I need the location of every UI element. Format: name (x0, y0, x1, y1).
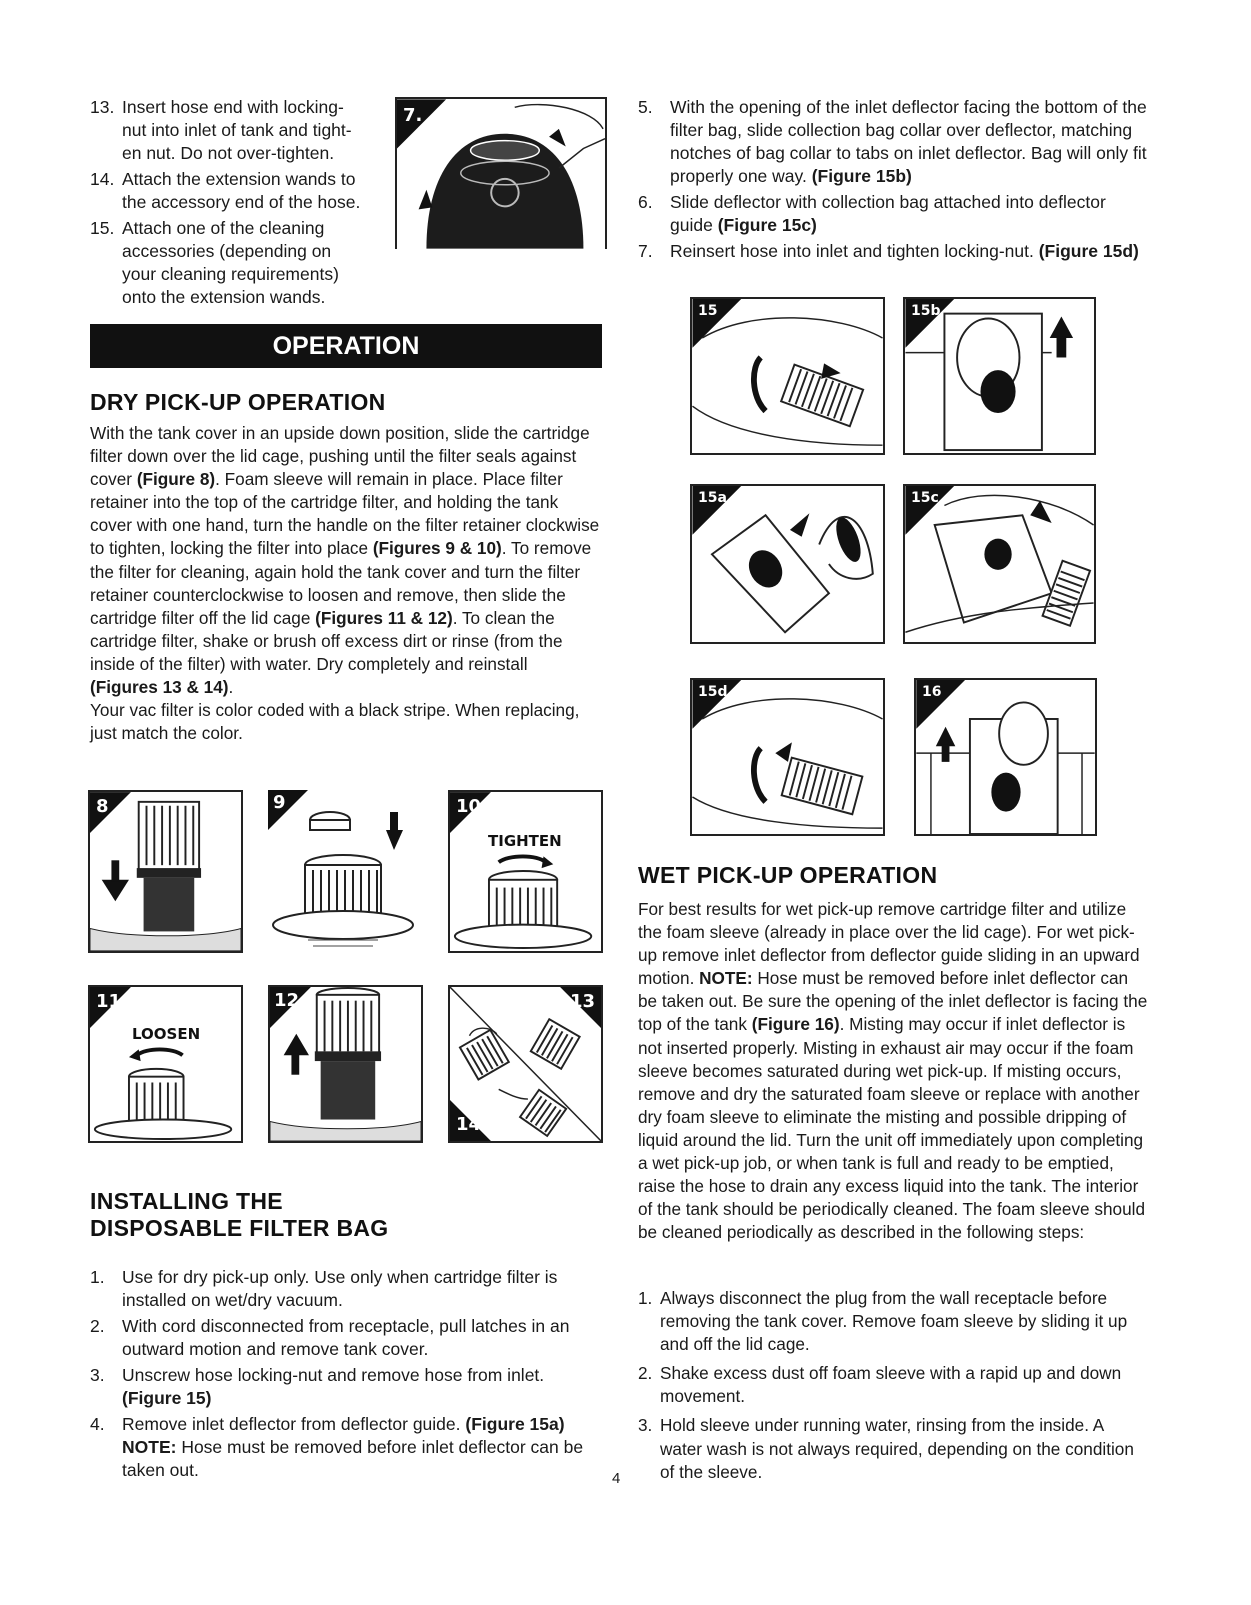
figure-13-14 (448, 985, 603, 1143)
wet-pickup-paragraph: For best results for wet pick-up remove cartridge filter and utilize the foam sleeve (already in place over the lid cage). For wet pick-up remove inlet deflector from deflector guide sliding in an upward motion. NOTE: Hose must be removed before inlet deflector can be taken out. Be sure the opening of the inlet deflector is facing the top of the tank (Figure 16). Misting may occur if inlet deflector is not inserted properly. Misting in exhaust air may occur if the foam sleeve becomes saturated during wet pick-up. If misting occurs, remove and dry the saturated foam sleeve or replace with another dry foam sleeve to eliminate the misting and possible dripping of liquid around the lid. Turn the unit off immediately upon completing a wet pick-up job, or when tank is full and ready to be emptied, raise the hose to drain any excess liquid into the tank. The interior of the tank should be periodically cleaned. The foam sleeve should be cleaned periodically as described in the following steps: (638, 899, 1148, 1243)
wet-pickup-heading: WET PICK-UP OPERATION (638, 862, 938, 888)
dry-pickup-heading: DRY PICK-UP OPERATION (90, 389, 386, 415)
bag-steps-left (90, 1266, 605, 1485)
figure-10-tighten-label: TIGHTEN (488, 832, 562, 850)
step-14-text: Attach the extension wands to the accessory end of the hose. (122, 169, 361, 212)
figure-15d (690, 678, 885, 836)
figure-15c-label: 15c (911, 490, 939, 506)
figure-15-label: 15 (698, 303, 718, 319)
step-13-text: Insert hose end with locking- nut into inlet of tank and tight- en nut. Do not over-tighten. (122, 97, 352, 163)
bag-step-1: 1. Use for dry pick-up only. Use only when cartridge filter is installed on wet/dry vacuum. (90, 1267, 558, 1310)
operation-banner: OPERATION (90, 324, 602, 368)
bag-step-2: 2. With cord disconnected from receptacle, pull latches in an outward motion and remove tank cover. (90, 1316, 570, 1359)
step-15-text: Attach one of the cleaning accessories (depending on your cleaning requirements) onto the extension wands. (122, 218, 339, 307)
figure-7-illustration (397, 99, 605, 249)
bag-step-7: 7. Reinsert hose into inlet and tighten locking-nut. (Figure 15d) (638, 241, 1139, 261)
bag-step-6: 6. Slide deflector with collection bag attached into deflector guide (Figure 15c) (638, 192, 1106, 235)
figure-10-label: 10 (456, 796, 482, 817)
figure-12-label: 12 (274, 990, 300, 1011)
figure-11-loosen-label: LOOSEN (132, 1025, 201, 1043)
figure-16-label: 16 (922, 684, 942, 700)
assembly-steps: 13. Insert hose end with locking- nut into inlet of tank and tight- en nut. Do not over-tighten. 14. Attach the extension wands to the accessory end of the hose. 15. Attach one of the cleaning accessories (depending on your cleaning requirements) onto the extension wands. (90, 97, 361, 307)
bag-steps-right (638, 96, 1148, 266)
bag-step-3: 3. Unscrew hose locking-nut and remove hose from inlet. (Figure 15) (90, 1365, 545, 1408)
figure-13-label: 13 (569, 991, 595, 1012)
figure-7 (395, 97, 607, 249)
dry-pickup-paragraph: With the tank cover in an upside down position, slide the cartridge filter down over the lid cage, pushing until the filter seals against cover (Figure 8). Foam sleeve will remain in place. Place filter retainer into the top of the cartridge filter, and holding the tank cover with one hand, turn the handle on the filter retainer clockwise to tighten, locking the filter into place (Figures 9 & 10). To remove the filter for cleaning, again hold the tank cover and turn the filter retainer counterclockwise to loosen and remove, then slide the cartridge filter off the lid cage (Figures 11 & 12). To clean the cartridge filter, shake or brush off excess dirt or rinse (from the inside of the filter) with water. Dry completely and reinstall (Figures 13 & 14). Your vac filter is color coded with a black stripe. When replacing, just match the color. (90, 423, 600, 744)
figure-15b (903, 297, 1096, 455)
figure-7-label: 7. (403, 105, 423, 126)
figure-8-label: 8 (96, 796, 109, 817)
wet-step-1: 1. Always disconnect the plug from the wall receptacle before removing the tank cover. Remove foam sleeve by sliding it up and off the lid cage. (638, 1288, 1128, 1355)
figure-15a (690, 484, 885, 644)
figure-11 (88, 985, 243, 1143)
figure-15b-label: 15b (911, 303, 941, 319)
figure-15c (903, 484, 1096, 644)
figure-11-label: 11 (96, 991, 122, 1012)
installing-bag-heading: INSTALLING THE DISPOSABLE FILTER BAG (90, 1188, 389, 1241)
figure-12 (268, 985, 423, 1143)
figure-9-label: 9 (273, 792, 286, 813)
wet-pickup-steps (638, 1287, 1148, 1487)
bag-step-4: 4. Remove inlet deflector from deflector guide. (Figure 15a) NOTE: Hose must be removed before inlet deflector can be taken out. (90, 1414, 584, 1480)
wet-step-2: 2. Shake excess dust off foam sleeve with a rapid up and down movement. (638, 1363, 1122, 1407)
page-number: 4 (612, 1470, 621, 1487)
figure-14-label: 14 (456, 1114, 482, 1135)
figure-15a-label: 15a (698, 490, 727, 506)
figure-15 (690, 297, 885, 455)
figure-10 (448, 790, 603, 953)
bag-step-5: 5. With the opening of the inlet deflector facing the bottom of the filter bag, slide collection bag collar over deflector, matching notches of bag collar to tabs on inlet deflector. Bag will only fit properly one way. (Figure 15b) (638, 97, 1147, 186)
figure-9 (268, 790, 423, 953)
figure-16 (914, 678, 1097, 836)
figure-8 (88, 790, 243, 953)
wet-step-3: 3. Hold sleeve under running water, rinsing from the inside. A water wash is not always required, depending on the condition of the sleeve. (638, 1415, 1134, 1482)
figure-15d-label: 15d (698, 684, 728, 700)
